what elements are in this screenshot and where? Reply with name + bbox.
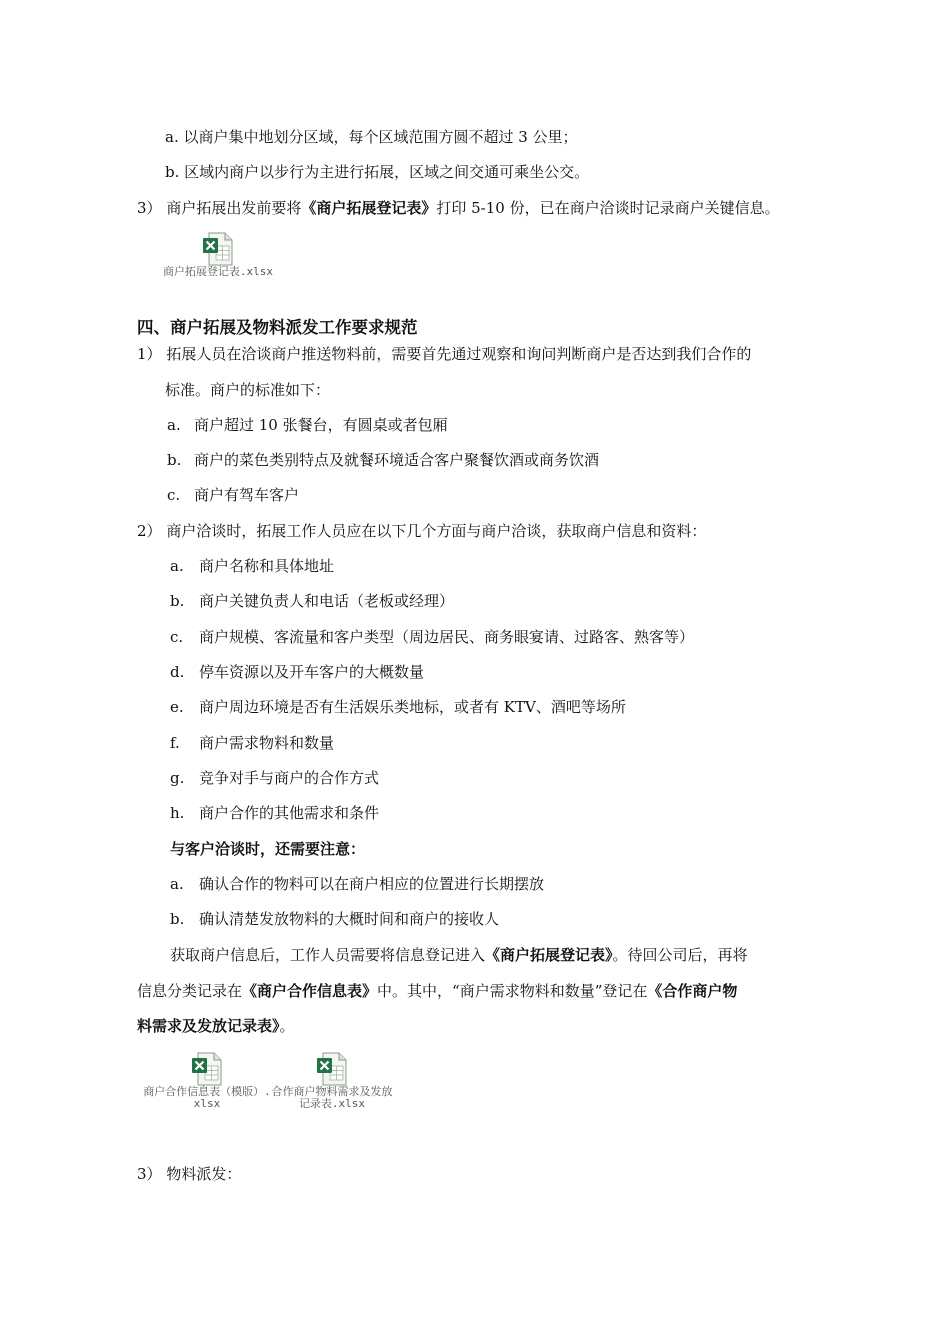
- sec3-a: a. 以商户集中地划分区域，每个区域范围方圆不超过 3 公里；: [165, 128, 578, 146]
- info-item-h: [170, 803, 379, 823]
- attachment-filename: 商户拓展登记表.xlsx: [162, 265, 274, 278]
- list-text: 停车资源以及开车客户的大概数量: [199, 663, 425, 681]
- sec3-b: b. 区域内商户以步行为主进行拓展，区域之间交通可乘坐公交。: [165, 163, 590, 181]
- item3-text-pre: 商户拓展出发前要将: [166, 199, 302, 217]
- list-text: 商户周边环境是否有生活娱乐类地标，或者有 KTV、酒吧等场所: [199, 698, 626, 716]
- form-name: 料需求及发放记录表》: [137, 1017, 280, 1035]
- note-item-a: [170, 874, 544, 894]
- para-text: 信息分类记录在: [137, 982, 243, 1000]
- info-item-d: [170, 662, 424, 682]
- attachment-material-record[interactable]: [267, 1052, 397, 1110]
- excel-file-icon: [316, 1052, 348, 1086]
- para-line3: [137, 1016, 295, 1036]
- list-text: 商户超过 10 张餐台，有圆桌或者包厢: [194, 416, 448, 434]
- list-marker: h.: [170, 804, 185, 822]
- list-marker: c.: [170, 628, 184, 646]
- list-marker: b.: [170, 910, 185, 928]
- list-marker: a.: [167, 416, 181, 434]
- attachment-merchant-registration[interactable]: [153, 232, 283, 278]
- excel-file-icon: [191, 1052, 223, 1086]
- para-text: 获取商户信息后，工作人员需要将信息登记进入: [170, 946, 486, 964]
- list-text: 确认合作的物料可以在商户相应的位置进行长期摆放: [199, 875, 545, 893]
- list-marker: b.: [167, 451, 182, 469]
- list-text: 确认清楚发放物料的大概时间和商户的接收人: [199, 910, 500, 928]
- p3-number: 3）: [137, 1165, 162, 1183]
- para-line2: [137, 981, 737, 1001]
- list-marker: f.: [170, 734, 180, 752]
- form-name: 《商户合作信息表》: [242, 982, 378, 1000]
- item3-line: [137, 198, 780, 218]
- form-name: 《合作商户物: [647, 982, 738, 1000]
- std-item-b: [167, 450, 599, 470]
- para-text: 。待回公司后，再将: [612, 946, 748, 964]
- section-heading: 四、商户拓展及物料派发工作要求规范: [137, 318, 418, 337]
- info-item-a: [170, 556, 334, 576]
- p1-line2: 标准。商户的标准如下：: [165, 381, 331, 399]
- p2-number: 2）: [137, 522, 162, 540]
- list-text: 商户有驾车客户: [194, 486, 300, 504]
- attachment-merchant-cooperation[interactable]: [142, 1052, 272, 1110]
- info-item-f: [170, 733, 334, 753]
- attachment-filename: 商户合作信息表（模版）.xlsx: [143, 1085, 271, 1110]
- excel-file-icon: [202, 232, 234, 266]
- form-name: 《商户拓展登记表》: [485, 946, 613, 964]
- std-item-c: [167, 485, 299, 505]
- p1-text: 拓展人员在洽谈商户推送物料前，需要首先通过观察和询问判断商户是否达到我们合作的: [166, 345, 752, 363]
- list-marker: c.: [167, 486, 181, 504]
- info-item-g: [170, 768, 379, 788]
- p1-number: 1）: [137, 345, 162, 363]
- list-text: 商户关键负责人和电话（老板或经理）: [199, 592, 455, 610]
- list-text: 商户规模、客流量和客户类型（周边居民、商务眼宴请、过路客、熟客等）: [199, 628, 695, 646]
- p2-text: 商户洽谈时，拓展工作人员应在以下几个方面与商户洽谈，获取商户信息和资料：: [166, 522, 707, 540]
- p1-line1: [137, 344, 751, 364]
- list-marker: a.: [170, 557, 184, 575]
- list-marker: a.: [170, 875, 184, 893]
- note-title: 与客户洽谈时，还需要注意：: [170, 840, 366, 858]
- info-item-c: [170, 627, 694, 647]
- para-line1: [170, 945, 748, 965]
- list-text: 商户的菜色类别特点及就餐环境适合客户聚餐饮酒或商务饮酒: [194, 451, 600, 469]
- item3-form-name: 《商户拓展登记表》: [301, 199, 437, 217]
- list-marker: b.: [170, 592, 185, 610]
- list-text: 商户需求物料和数量: [199, 734, 335, 752]
- list-text: 竞争对手与商户的合作方式: [199, 769, 380, 787]
- attachment-filename: 合作商户物料需求及发放记录表.xlsx: [271, 1085, 393, 1110]
- para-text: 中。其中，“商户需求物料和数量”登记在: [377, 982, 648, 1000]
- info-item-e: [170, 697, 626, 717]
- list-marker: g.: [170, 769, 185, 787]
- list-marker: d.: [170, 663, 185, 681]
- p3-text: 物料派发：: [166, 1165, 242, 1183]
- p3-line: [137, 1164, 241, 1184]
- list-text: 商户名称和具体地址: [199, 557, 335, 575]
- para-text: 。: [279, 1017, 295, 1035]
- note-item-b: [170, 909, 499, 929]
- item3-text-post: 打印 5-10 份，已在商户洽谈时记录商户关键信息。: [436, 199, 780, 217]
- std-item-a: [167, 415, 448, 435]
- info-item-b: [170, 591, 454, 611]
- p2-line: [137, 521, 706, 541]
- list-marker: e.: [170, 698, 184, 716]
- item3-number: 3）: [137, 199, 162, 217]
- list-text: 商户合作的其他需求和条件: [199, 804, 380, 822]
